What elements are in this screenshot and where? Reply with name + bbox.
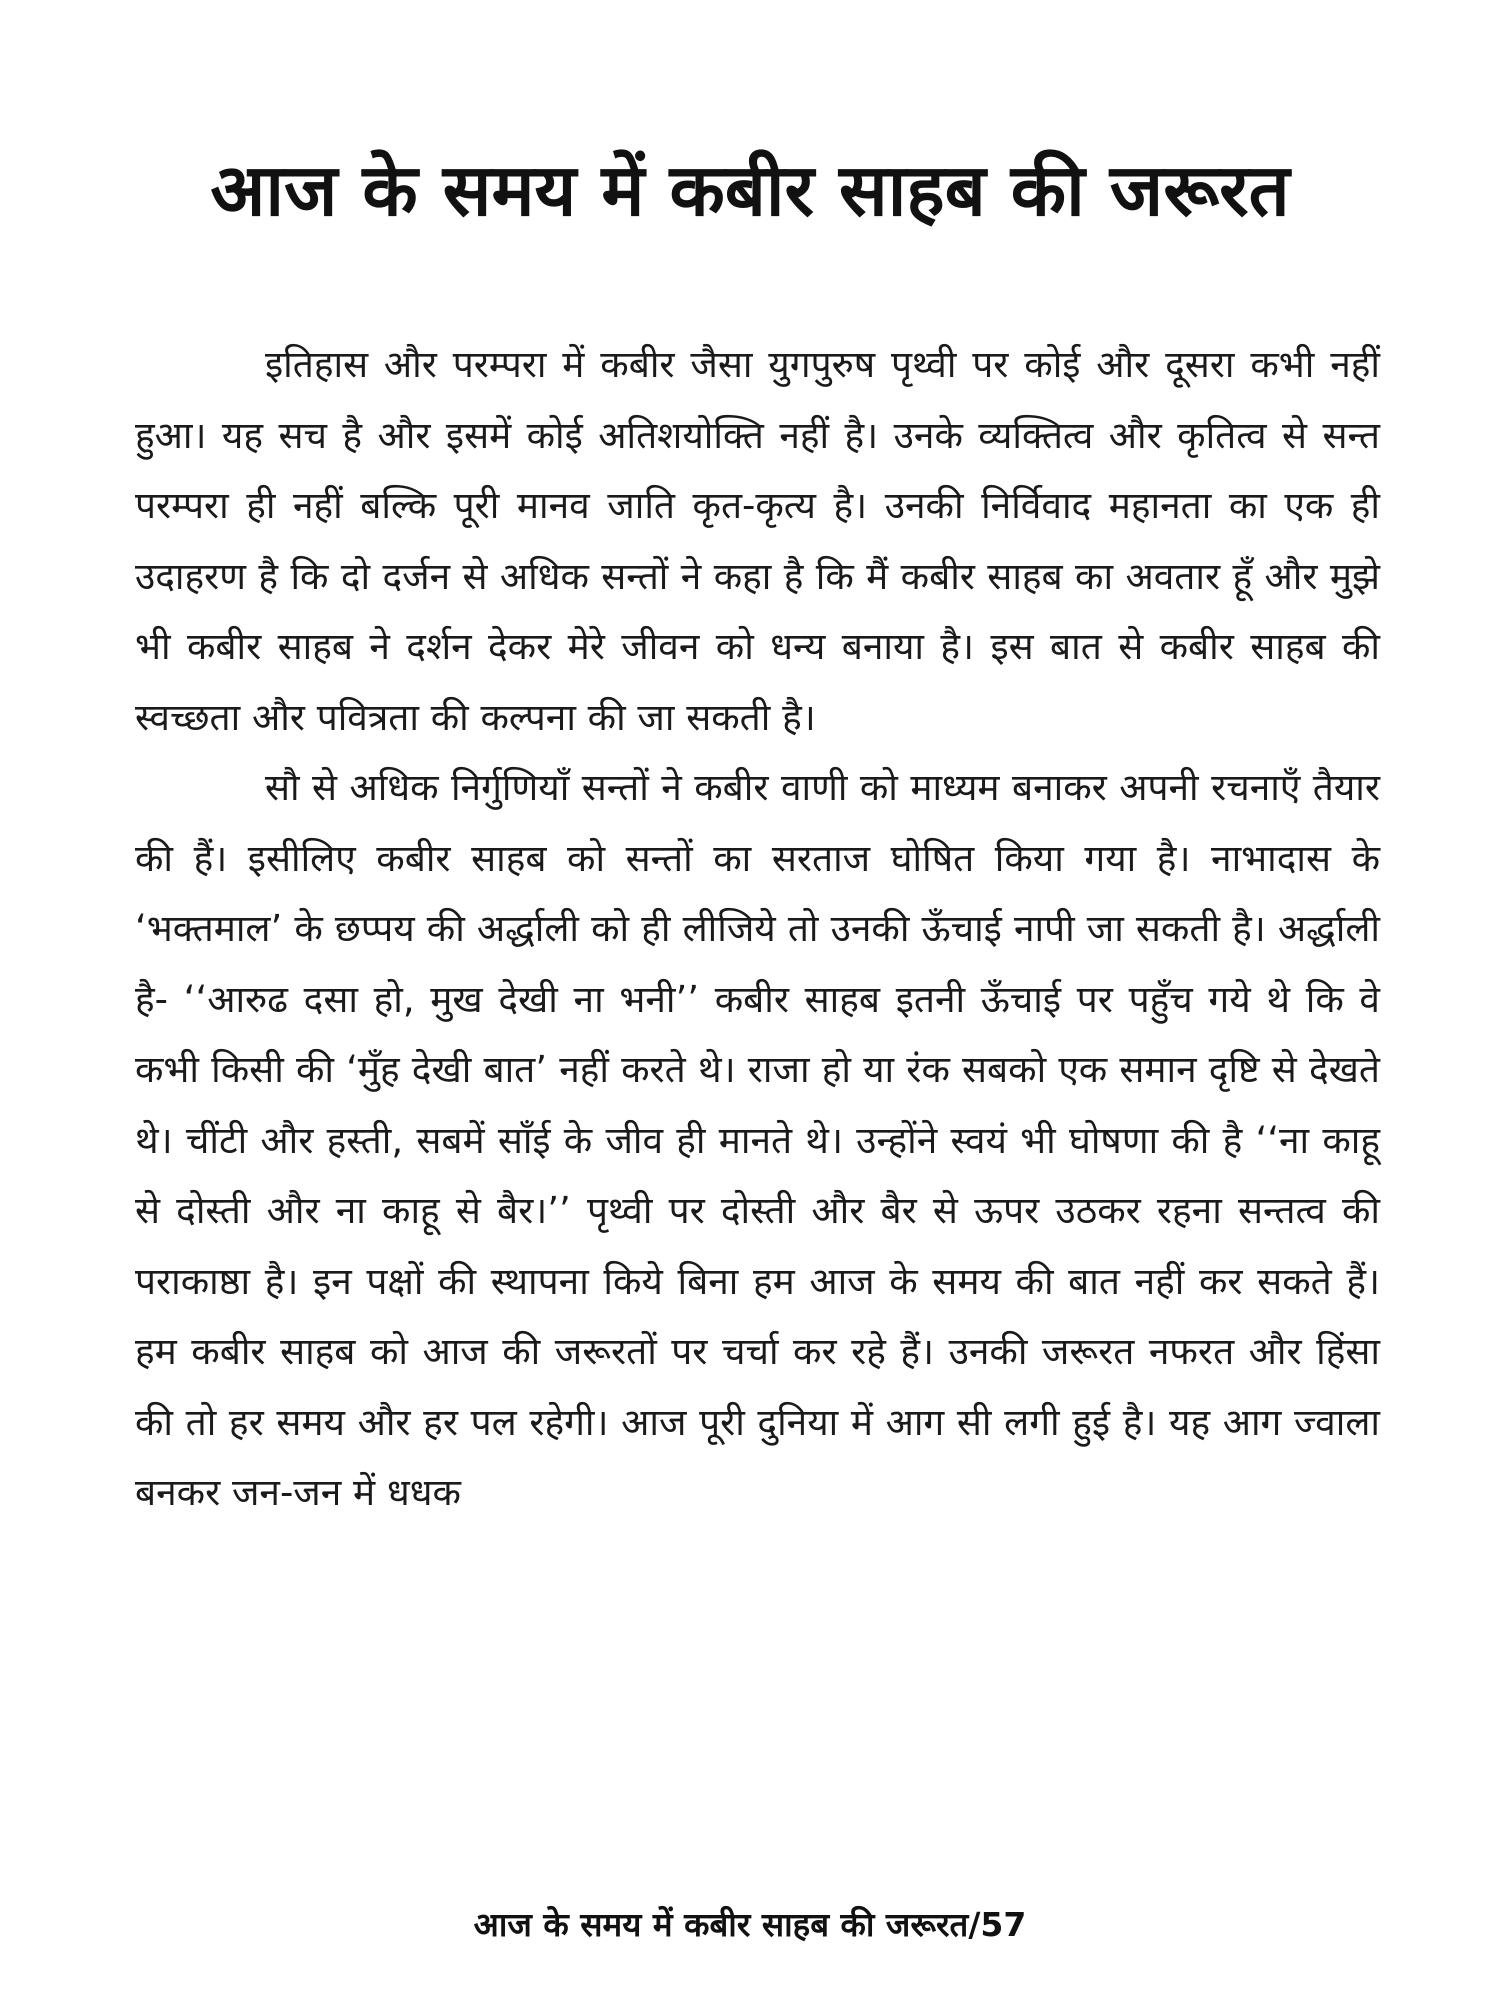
page-title: आज के समय में कबीर साहब की जरूरत: [210, 148, 1290, 232]
body-text: [135, 330, 1380, 1529]
paragraph-1: इतिहास और परम्परा में कबीर जैसा युगपुरुष पृथ्वी पर कोई और दूसरा कभी नहीं हुआ। यह सच है और इसमें कोई अतिशयोक्ति नहीं है। उनके व्यक्तित्व और कृतित्व से सन्त परम्परा ही नहीं बल्कि पूरी मानव जाति कृत-कृत्य है। उनकी निर्विवाद महानता का एक ही उदाहरण है कि दो दर्जन से अधिक सन्तों ने कहा है कि मैं कबीर साहब का अवतार हूँ और मुझे भी कबीर साहब ने दर्शन देकर मेरे जीवन को धन्य बनाया है। इस बात से कबीर साहब की स्वच्छता और पवित्रता की कल्पना की जा सकती है।: [135, 343, 1380, 739]
paragraph-2: सौ से अधिक निर्गुणियाँ सन्तों ने कबीर वाणी को माध्यम बनाकर अपनी रचनाएँ तैयार की हैं। इसीलिए कबीर साहब को सन्तों का सरताज घोषित किया गया है। नाभादास के ‘भक्तमाल’ के छप्पय की अर्द्धाली को ही लीजिये तो उनकी ऊँचाई नापी जा सकती है। अर्द्धाली है- ‘‘आरुढ दसा हो, मुख देखी ना भनी’’ कबीर साहब इतनी ऊँचाई पर पहुँच गये थे कि वे कभी किसी की ‘मुँह देखी बात’ नहीं करते थे। राजा हो या रंक सबको एक समान दृष्टि से देखते थे। चींटी और हस्ती, सबमें साँई के जीव ही मानते थे। उन्होंने स्वयं भी घोषणा की है ‘‘ना काहू से दोस्ती और ना काहू से बैर।’’ पृथ्वी पर दोस्ती और बैर से ऊपर उठकर रहना सन्तत्व की पराकाष्ठा है। इन पक्षों की स्थापना किये बिना हम आज के समय की बात नहीं कर सकते हैं। हम कबीर साहब को आज की जरूरतों पर चर्चा कर रहे हैं। उनकी जरूरत नफरत और हिंसा की तो हर समय और हर पल रहेगी। आज पूरी दुनिया में आग सी लगी हुई है। यह आग ज्वाला बनकर जन-जन में धधक: [135, 766, 1380, 1514]
running-footer: आज के समय में कबीर साहब की जरूरत/57: [473, 1905, 1027, 1944]
